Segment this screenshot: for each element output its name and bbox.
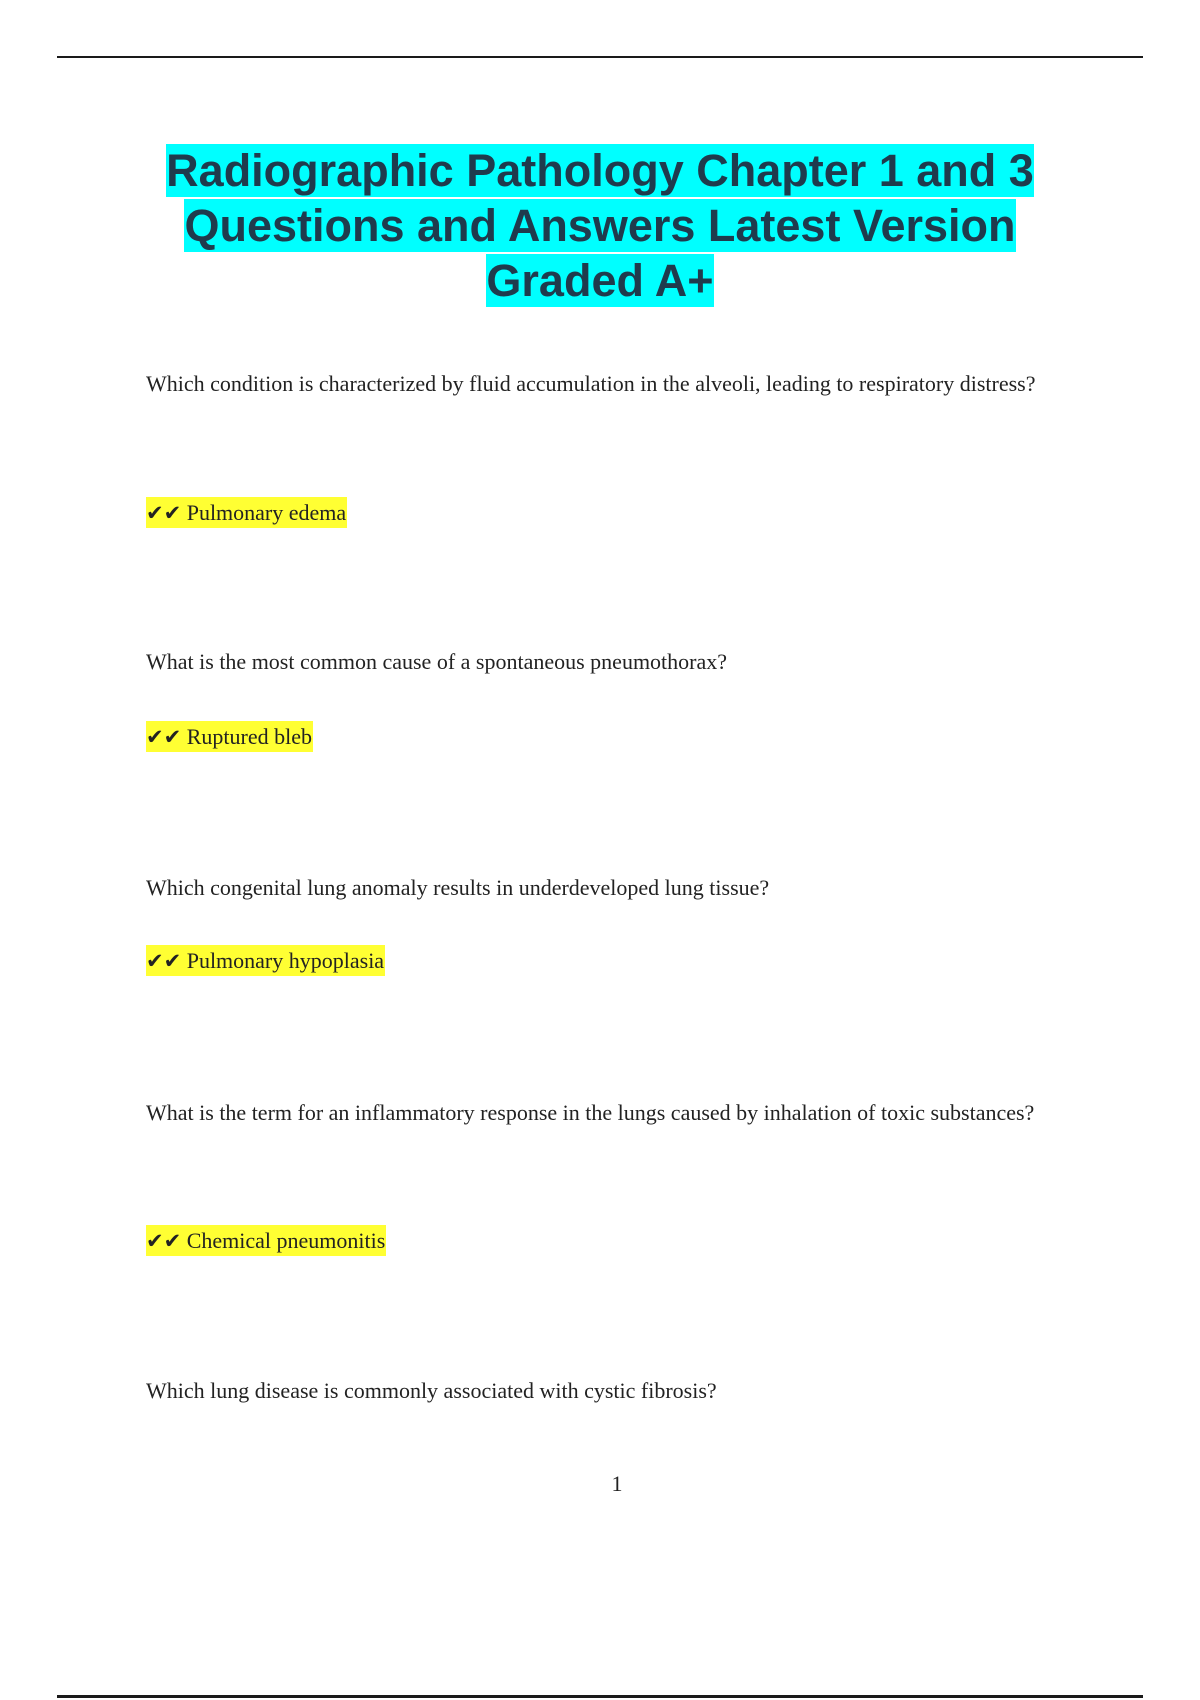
answer-highlight bbox=[146, 945, 385, 976]
question-3: Which congenital lung anomaly results in underdeveloped lung tissue? bbox=[146, 875, 770, 900]
answer-text: Pulmonary hypoplasia bbox=[186, 948, 385, 973]
title-line-3: Graded A+ bbox=[486, 255, 714, 306]
answer-3 bbox=[146, 946, 385, 976]
answer-4 bbox=[146, 1226, 386, 1256]
answer-highlight bbox=[146, 1225, 386, 1256]
footer-rule bbox=[57, 1695, 1143, 1698]
question-2: What is the most common cause of a spontaneous pneumothorax? bbox=[146, 649, 728, 674]
title-line-2: Questions and Answers Latest Version bbox=[184, 200, 1016, 251]
answer-text: Pulmonary edema bbox=[186, 500, 347, 525]
question-5: Which lung disease is commonly associated with cystic fibrosis? bbox=[146, 1378, 717, 1403]
header-rule bbox=[57, 56, 1143, 58]
answer-text: Chemical pneumonitis bbox=[186, 1228, 386, 1253]
check-mark-icon: ✔✔ bbox=[146, 1229, 182, 1253]
question-4: What is the term for an inflammatory response in the lungs caused by inhalation of toxic substances? bbox=[146, 1100, 1035, 1125]
check-mark-icon: ✔✔ bbox=[146, 725, 182, 749]
document-title bbox=[100, 143, 1100, 308]
answer-text: Ruptured bleb bbox=[186, 724, 312, 749]
question-1: Which condition is characterized by fluid accumulation in the alveoli, leading to respiratory distress? bbox=[146, 371, 1036, 396]
answer-highlight bbox=[146, 721, 313, 752]
answer-2 bbox=[146, 722, 313, 752]
check-mark-icon: ✔✔ bbox=[146, 501, 182, 525]
page-number: 1 bbox=[611, 1471, 623, 1496]
title-line-1: Radiographic Pathology Chapter 1 and 3 bbox=[166, 145, 1034, 196]
answer-highlight bbox=[146, 497, 347, 528]
check-mark-icon: ✔✔ bbox=[146, 949, 182, 973]
answer-1 bbox=[146, 498, 347, 528]
